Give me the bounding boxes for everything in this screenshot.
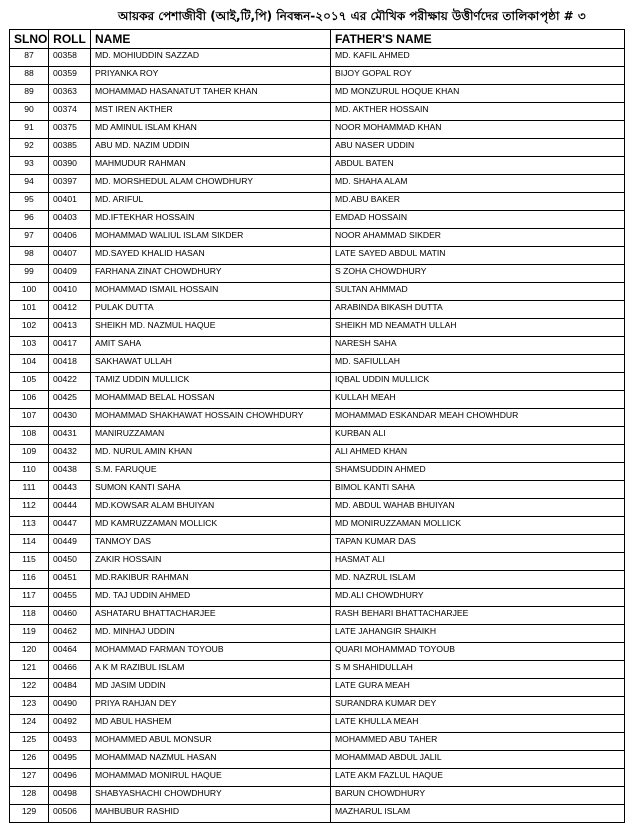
cell-fathers-name: MD MONZURUL HOQUE KHAN [331, 85, 625, 103]
cell-slno: 124 [10, 715, 49, 733]
cell-slno: 122 [10, 679, 49, 697]
cell-roll: 00492 [49, 715, 91, 733]
table-row [10, 157, 625, 175]
cell-name: ASHATARU BHATTACHARJEE [91, 607, 331, 625]
cell-roll: 00484 [49, 679, 91, 697]
cell-fathers-name: MD. KAFIL AHMED [331, 49, 625, 67]
cell-name: MOHAMMAD NAZMUL HASAN [91, 751, 331, 769]
cell-fathers-name: MOHAMMAD ESKANDAR MEAH CHOWHDUR [331, 409, 625, 427]
table-row [10, 193, 625, 211]
table-header-row [10, 30, 625, 49]
cell-fathers-name: MOHAMMAD ABDUL JALIL [331, 751, 625, 769]
cell-roll: 00409 [49, 265, 91, 283]
cell-name: MD. MORSHEDUL ALAM CHOWDHURY [91, 175, 331, 193]
cell-fathers-name: S ZOHA CHOWDHURY [331, 265, 625, 283]
cell-slno: 115 [10, 553, 49, 571]
page-header [0, 8, 638, 28]
cell-slno: 110 [10, 463, 49, 481]
cell-name: TANMOY DAS [91, 535, 331, 553]
cell-slno: 104 [10, 355, 49, 373]
cell-slno: 105 [10, 373, 49, 391]
cell-name: MD. NURUL AMIN KHAN [91, 445, 331, 463]
table-row [10, 553, 625, 571]
cell-fathers-name: LATE KHULLA MEAH [331, 715, 625, 733]
cell-fathers-name: S M SHAHIDULLAH [331, 661, 625, 679]
cell-name: MOHAMMAD FARMAN TOYOUB [91, 643, 331, 661]
table-row [10, 445, 625, 463]
cell-name: ZAKIR HOSSAIN [91, 553, 331, 571]
cell-name: A K M RAZIBUL ISLAM [91, 661, 331, 679]
cell-slno: 88 [10, 67, 49, 85]
cell-roll: 00403 [49, 211, 91, 229]
cell-slno: 107 [10, 409, 49, 427]
page-title: আয়কর পেশাজীবী (আই,টি,পি) নিবন্ধন-২০১৭ এর মৌখিক পরীক্ষায় উত্তীর্ণদের তালিকা [118, 9, 540, 23]
cell-fathers-name: LATE GURA MEAH [331, 679, 625, 697]
cell-roll: 00413 [49, 319, 91, 337]
cell-fathers-name: ARABINDA BIKASH DUTTA [331, 301, 625, 319]
cell-slno: 118 [10, 607, 49, 625]
cell-fathers-name: ABU NASER UDDIN [331, 139, 625, 157]
table-row [10, 643, 625, 661]
cell-roll: 00449 [49, 535, 91, 553]
cell-fathers-name: LATE AKM FAZLUL HAQUE [331, 769, 625, 787]
cell-roll: 00431 [49, 427, 91, 445]
cell-fathers-name: BIMOL KANTI SAHA [331, 481, 625, 499]
cell-fathers-name: KURBAN ALI [331, 427, 625, 445]
cell-slno: 108 [10, 427, 49, 445]
table-row [10, 715, 625, 733]
cell-name: MD.KOWSAR ALAM BHUIYAN [91, 499, 331, 517]
cell-fathers-name: RASH BEHARI BHATTACHARJEE [331, 607, 625, 625]
cell-name: SAKHAWAT ULLAH [91, 355, 331, 373]
cell-name: MOHAMMAD HASANATUT TAHER KHAN [91, 85, 331, 103]
cell-name: MD JASIM UDDIN [91, 679, 331, 697]
cell-name: MD. ARIFUL [91, 193, 331, 211]
cell-name: MD. TAJ UDDIN AHMED [91, 589, 331, 607]
cell-name: MOHAMMAD BELAL HOSSAN [91, 391, 331, 409]
table-row [10, 355, 625, 373]
cell-slno: 126 [10, 751, 49, 769]
cell-fathers-name: MD. SHAHA ALAM [331, 175, 625, 193]
cell-fathers-name: LATE JAHANGIR SHAIKH [331, 625, 625, 643]
cell-roll: 00498 [49, 787, 91, 805]
table-body [10, 49, 625, 823]
table-row [10, 49, 625, 67]
cell-roll: 00417 [49, 337, 91, 355]
cell-slno: 102 [10, 319, 49, 337]
cell-name: AMIT SAHA [91, 337, 331, 355]
cell-slno: 90 [10, 103, 49, 121]
cell-slno: 112 [10, 499, 49, 517]
cell-name: FARHANA ZINAT CHOWDHURY [91, 265, 331, 283]
cell-roll: 00425 [49, 391, 91, 409]
cell-fathers-name: MD.ABU BAKER [331, 193, 625, 211]
cell-roll: 00450 [49, 553, 91, 571]
cell-slno: 109 [10, 445, 49, 463]
cell-slno: 106 [10, 391, 49, 409]
cell-slno: 129 [10, 805, 49, 823]
cell-fathers-name: ABDUL BATEN [331, 157, 625, 175]
cell-name: SHEIKH MD. NAZMUL HAQUE [91, 319, 331, 337]
cell-fathers-name: HASMAT ALI [331, 553, 625, 571]
results-table [9, 29, 625, 823]
cell-slno: 114 [10, 535, 49, 553]
table-row [10, 409, 625, 427]
cell-fathers-name: IQBAL UDDIN MULLICK [331, 373, 625, 391]
cell-slno: 100 [10, 283, 49, 301]
cell-slno: 91 [10, 121, 49, 139]
cell-fathers-name: NOOR MOHAMMAD KHAN [331, 121, 625, 139]
cell-slno: 125 [10, 733, 49, 751]
cell-roll: 00493 [49, 733, 91, 751]
cell-name: SUMON KANTI SAHA [91, 481, 331, 499]
cell-slno: 116 [10, 571, 49, 589]
cell-roll: 00410 [49, 283, 91, 301]
cell-fathers-name: MAZHARUL ISLAM [331, 805, 625, 823]
cell-name: MANIRUZZAMAN [91, 427, 331, 445]
table-row [10, 787, 625, 805]
table-row [10, 301, 625, 319]
cell-name: S.M. FARUQUE [91, 463, 331, 481]
cell-fathers-name: EMDAD HOSSAIN [331, 211, 625, 229]
table-row [10, 67, 625, 85]
table-row [10, 769, 625, 787]
cell-name: SHABYASHACHI CHOWDHURY [91, 787, 331, 805]
table-row [10, 589, 625, 607]
cell-roll: 00464 [49, 643, 91, 661]
cell-fathers-name: MD. AKTHER HOSSAIN [331, 103, 625, 121]
table-row [10, 229, 625, 247]
cell-roll: 00443 [49, 481, 91, 499]
cell-roll: 00418 [49, 355, 91, 373]
table-row [10, 247, 625, 265]
column-header-roll: ROLL [49, 30, 91, 49]
table-row [10, 607, 625, 625]
cell-slno: 95 [10, 193, 49, 211]
cell-fathers-name: MD.ALI CHOWDHURY [331, 589, 625, 607]
cell-fathers-name: TAPAN KUMAR DAS [331, 535, 625, 553]
cell-name: MOHAMMAD SHAKHAWAT HOSSAIN CHOWHDURY [91, 409, 331, 427]
table-row [10, 319, 625, 337]
cell-roll: 00359 [49, 67, 91, 85]
cell-slno: 120 [10, 643, 49, 661]
cell-roll: 00390 [49, 157, 91, 175]
page-number: পৃষ্ঠা # ৩ [540, 9, 586, 23]
cell-name: MOHAMMED ABUL MONSUR [91, 733, 331, 751]
cell-fathers-name: LATE SAYED ABDUL MATIN [331, 247, 625, 265]
cell-slno: 89 [10, 85, 49, 103]
table-row [10, 211, 625, 229]
cell-slno: 93 [10, 157, 49, 175]
cell-name: MD ABUL HASHEM [91, 715, 331, 733]
cell-name: MST IREN AKTHER [91, 103, 331, 121]
cell-slno: 94 [10, 175, 49, 193]
cell-roll: 00460 [49, 607, 91, 625]
table-row [10, 337, 625, 355]
cell-roll: 00462 [49, 625, 91, 643]
cell-fathers-name: MD MONIRUZZAMAN MOLLICK [331, 517, 625, 535]
cell-slno: 96 [10, 211, 49, 229]
cell-slno: 92 [10, 139, 49, 157]
column-header-fathers-name: FATHER'S NAME [331, 30, 625, 49]
cell-slno: 113 [10, 517, 49, 535]
cell-fathers-name: MOHAMMED ABU TAHER [331, 733, 625, 751]
cell-slno: 111 [10, 481, 49, 499]
cell-roll: 00506 [49, 805, 91, 823]
cell-roll: 00490 [49, 697, 91, 715]
table-row [10, 571, 625, 589]
cell-roll: 00406 [49, 229, 91, 247]
cell-name: ABU MD. NAZIM UDDIN [91, 139, 331, 157]
cell-fathers-name: SHEIKH MD NEAMATH ULLAH [331, 319, 625, 337]
cell-name: MD AMINUL ISLAM KHAN [91, 121, 331, 139]
cell-slno: 103 [10, 337, 49, 355]
table-row [10, 535, 625, 553]
cell-roll: 00466 [49, 661, 91, 679]
cell-roll: 00438 [49, 463, 91, 481]
table-row [10, 265, 625, 283]
table-row [10, 733, 625, 751]
cell-slno: 97 [10, 229, 49, 247]
cell-slno: 101 [10, 301, 49, 319]
cell-slno: 98 [10, 247, 49, 265]
table-row [10, 391, 625, 409]
cell-fathers-name: QUARI MOHAMMAD TOYOUB [331, 643, 625, 661]
cell-fathers-name: BARUN CHOWDHURY [331, 787, 625, 805]
cell-name: MD.IFTEKHAR HOSSAIN [91, 211, 331, 229]
cell-name: TAMIZ UDDIN MULLICK [91, 373, 331, 391]
table-row [10, 499, 625, 517]
table-row [10, 427, 625, 445]
cell-fathers-name: SULTAN AHMMAD [331, 283, 625, 301]
cell-roll: 00432 [49, 445, 91, 463]
cell-roll: 00447 [49, 517, 91, 535]
cell-slno: 127 [10, 769, 49, 787]
table-row [10, 517, 625, 535]
cell-name: MD.SAYED KHALID HASAN [91, 247, 331, 265]
cell-name: MD.RAKIBUR RAHMAN [91, 571, 331, 589]
cell-roll: 00451 [49, 571, 91, 589]
table-row [10, 805, 625, 823]
cell-roll: 00412 [49, 301, 91, 319]
cell-roll: 00444 [49, 499, 91, 517]
cell-roll: 00430 [49, 409, 91, 427]
cell-name: MOHAMMAD ISMAIL HOSSAIN [91, 283, 331, 301]
cell-roll: 00375 [49, 121, 91, 139]
table-row [10, 103, 625, 121]
cell-roll: 00397 [49, 175, 91, 193]
cell-roll: 00385 [49, 139, 91, 157]
cell-name: MD. MINHAJ UDDIN [91, 625, 331, 643]
cell-fathers-name: SHAMSUDDIN AHMED [331, 463, 625, 481]
cell-slno: 99 [10, 265, 49, 283]
table-row [10, 175, 625, 193]
table-row [10, 139, 625, 157]
cell-roll: 00496 [49, 769, 91, 787]
cell-slno: 87 [10, 49, 49, 67]
table-row [10, 481, 625, 499]
table-row [10, 85, 625, 103]
cell-roll: 00407 [49, 247, 91, 265]
cell-roll: 00401 [49, 193, 91, 211]
cell-roll: 00455 [49, 589, 91, 607]
cell-fathers-name: KULLAH MEAH [331, 391, 625, 409]
table-row [10, 625, 625, 643]
cell-fathers-name: MD. NAZRUL ISLAM [331, 571, 625, 589]
cell-roll: 00363 [49, 85, 91, 103]
column-header-slno: SLNO [10, 30, 49, 49]
cell-fathers-name: MD. SAFIULLAH [331, 355, 625, 373]
table-row [10, 373, 625, 391]
cell-slno: 121 [10, 661, 49, 679]
column-header-name: NAME [91, 30, 331, 49]
cell-slno: 117 [10, 589, 49, 607]
cell-name: MOHAMMAD MONIRUL HAQUE [91, 769, 331, 787]
cell-name: PRIYANKA ROY [91, 67, 331, 85]
cell-name: MAHBUBUR RASHID [91, 805, 331, 823]
cell-name: PRIYA RAHJAN DEY [91, 697, 331, 715]
cell-slno: 128 [10, 787, 49, 805]
table-row [10, 121, 625, 139]
cell-roll: 00358 [49, 49, 91, 67]
table-row [10, 283, 625, 301]
cell-fathers-name: ALI AHMED KHAN [331, 445, 625, 463]
cell-fathers-name: MD. ABDUL WAHAB BHUIYAN [331, 499, 625, 517]
table-row [10, 697, 625, 715]
cell-roll: 00422 [49, 373, 91, 391]
cell-fathers-name: BIJOY GOPAL ROY [331, 67, 625, 85]
cell-slno: 123 [10, 697, 49, 715]
cell-name: MOHAMMAD WALIUL ISLAM SIKDER [91, 229, 331, 247]
cell-name: MAHMUDUR RAHMAN [91, 157, 331, 175]
cell-roll: 00374 [49, 103, 91, 121]
cell-roll: 00495 [49, 751, 91, 769]
cell-name: MD. MOHIUDDIN SAZZAD [91, 49, 331, 67]
table-row [10, 679, 625, 697]
table-row [10, 661, 625, 679]
cell-fathers-name: NOOR AHAMMAD SIKDER [331, 229, 625, 247]
cell-name: MD KAMRUZZAMAN MOLLICK [91, 517, 331, 535]
cell-name: PULAK DUTTA [91, 301, 331, 319]
cell-fathers-name: SURANDRA KUMAR DEY [331, 697, 625, 715]
table-row [10, 463, 625, 481]
cell-fathers-name: NARESH SAHA [331, 337, 625, 355]
table-row [10, 751, 625, 769]
cell-slno: 119 [10, 625, 49, 643]
